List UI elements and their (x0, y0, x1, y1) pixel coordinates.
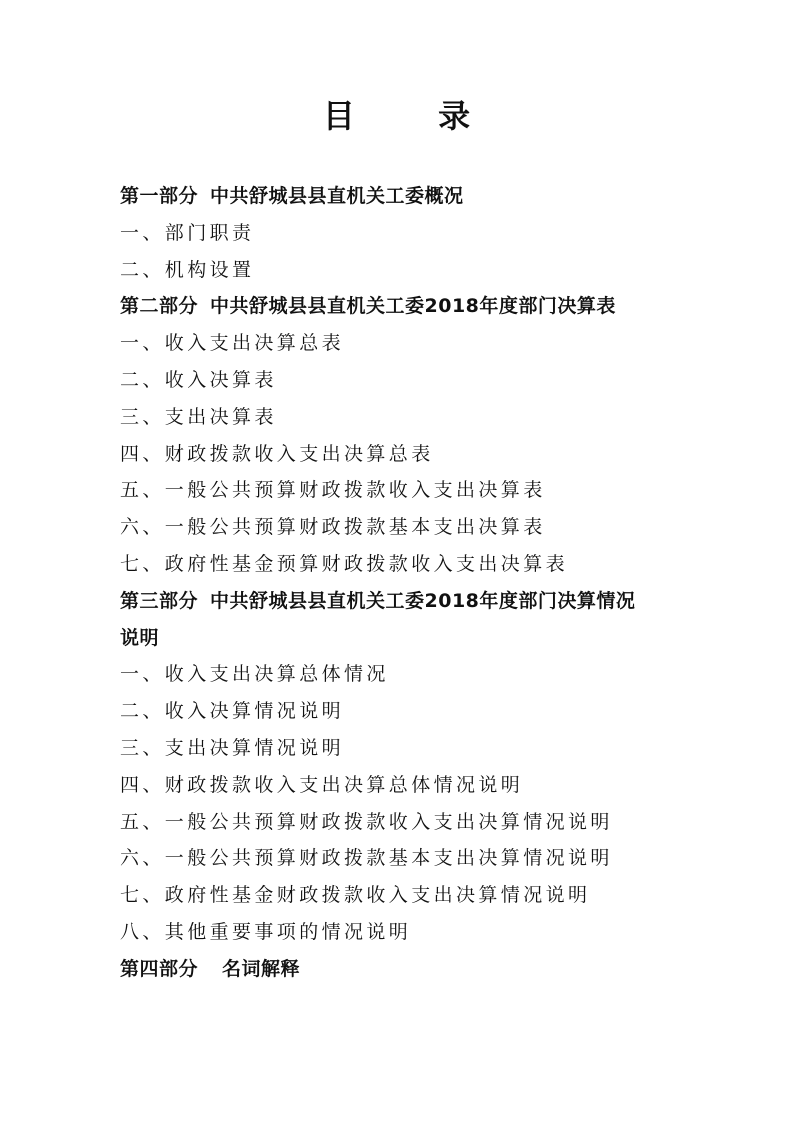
toc-item[interactable]: 四、财政拨款收入支出决算总表 (120, 442, 434, 465)
toc-item[interactable]: 二、收入决算情况说明 (120, 700, 345, 723)
toc-item[interactable]: 六、一般公共预算财政拨款基本支出决算表 (120, 516, 546, 539)
toc-item[interactable]: 二、机构设置 (120, 258, 255, 281)
toc-part-number: 第一部分 (120, 185, 199, 207)
toc-part-4[interactable] (120, 951, 700, 988)
toc-part-title: 中共舒城县县直机关工委2018年度部门决算情况 (210, 589, 636, 612)
toc-item[interactable]: 四、财政拨款收入支出决算总体情况说明 (120, 773, 524, 796)
toc-item[interactable]: 七、政府性基金预算财政拨款收入支出决算表 (120, 552, 569, 575)
toc-part-number: 第三部分 (120, 589, 199, 612)
toc-item[interactable]: 五、一般公共预算财政拨款收入支出决算表 (120, 479, 546, 502)
page-title: 目 录 (322, 97, 507, 135)
toc-item[interactable]: 三、支出决算表 (120, 405, 277, 428)
toc-part-2[interactable] (120, 288, 700, 325)
toc-item[interactable]: 二、收入决算表 (120, 368, 277, 391)
toc-item[interactable]: 七、政府性基金财政拨款收入支出决算情况说明 (120, 884, 591, 907)
toc-item[interactable]: 五、一般公共预算财政拨款收入支出决算情况说明 (120, 810, 613, 833)
toc-part-number: 第四部分 (120, 957, 199, 980)
toc-item[interactable]: 三、支出决算情况说明 (120, 736, 345, 759)
toc-part-3[interactable] (120, 583, 700, 620)
toc-part-title: 中共舒城县县直机关工委概况 (210, 185, 464, 207)
toc-part-title: 名词解释 (222, 957, 301, 980)
toc-part-number: 第二部分 (120, 295, 199, 318)
toc-item[interactable]: 一、收入支出决算总体情况 (120, 663, 389, 686)
toc-item[interactable]: 一、收入支出决算总表 (120, 332, 345, 355)
toc-part-title: 中共舒城县县直机关工委2018年度部门决算表 (210, 295, 616, 318)
toc-item[interactable]: 一、部门职责 (120, 221, 255, 244)
toc-part-1[interactable] (120, 178, 700, 215)
table-of-contents (120, 178, 700, 988)
toc-item[interactable]: 八、其他重要事项的情况说明 (120, 920, 412, 943)
toc-item[interactable]: 六、一般公共预算财政拨款基本支出决算情况说明 (120, 847, 613, 870)
toc-part-3-continued[interactable]: 说明 (120, 626, 160, 649)
